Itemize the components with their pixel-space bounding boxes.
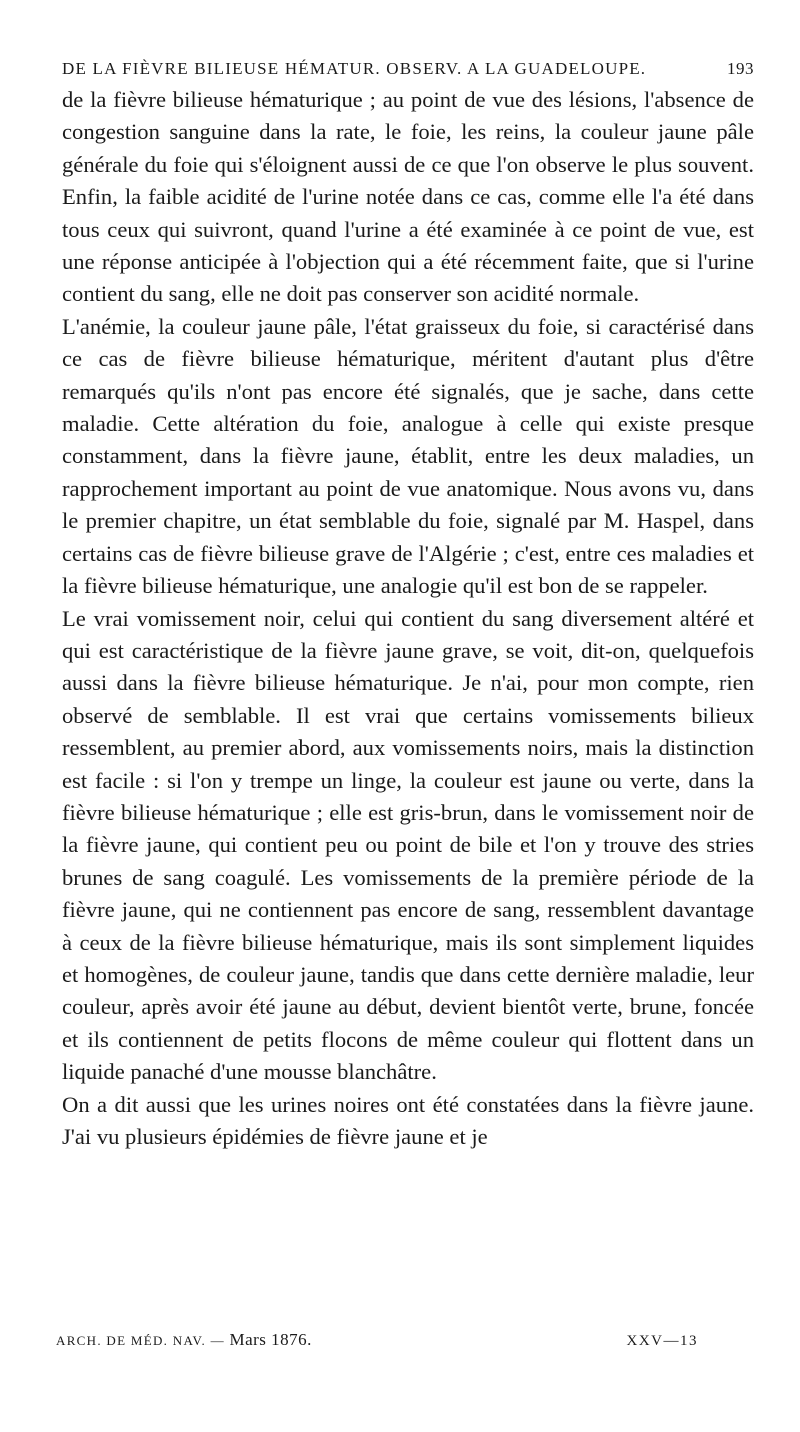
journal-name: ARCH. DE MÉD. NAV. —	[56, 1333, 225, 1348]
signature-mark: XXV—13	[626, 1333, 698, 1349]
paragraph-2: L'anémie, la couleur jaune pâle, l'état graisseux du foie, si caractérisé dans ce cas de fièvre bilieuse hématurique, méritent d'autant plus d'être remarqués qu'ils n'ont pas encore été signalés, que je sache, dans cette maladie. Cette altération du foie, analogue à celle qui existe presque constamment, dans la fièvre jaune, établit, entre les deux maladies, un rapprochement important au point de vue anatomique. Nous avons vu, dans le premier chapitre, un état semblable du foie, signalé par M. Haspel, dans certains cas de fièvre bilieuse grave de l'Algérie ; c'est, entre ces maladies et la fièvre bilieuse hématurique, une analogie qu'il est bon de se rappeler.	[62, 313, 754, 599]
journal-reference	[56, 1330, 312, 1350]
body-text	[62, 84, 754, 1153]
paragraph-4: On a dit aussi que les urines noires ont été constatées dans la fièvre jaune. J'ai vu plusieurs épidémies de fièvre jaune et je	[62, 1091, 754, 1149]
document-page	[62, 58, 754, 1394]
page-number: 193	[727, 59, 754, 78]
issue-date: Mars 1876.	[229, 1330, 312, 1349]
running-title: DE LA FIÈVRE BILIEUSE HÉMATUR. OBSERV. A LA GUADELOUPE.	[62, 59, 647, 78]
paragraph-1: de la fièvre bilieuse hématurique ; au point de vue des lésions, l'absence de congestion sanguine dans la rate, le foie, les reins, la couleur jaune pâle générale du foie qui s'éloignent aussi de ce que l'on observe le plus souvent. Enfin, la faible acidité de l'urine notée dans ce cas, comme elle l'a été dans tous ceux qui suivront, quand l'urine a été examinée à ce point de vue, est une réponse anticipée à l'objection qui a été récemment faite, que si l'urine contient du sang, elle ne doit pas conserver son acidité normale.	[62, 87, 754, 307]
page-footer	[56, 1330, 698, 1350]
paragraph-3: Le vrai vomissement noir, celui qui contient du sang diversement altéré et qui est caractéristique de la fièvre jaune grave, se voit, dit-on, quelquefois aussi dans la fièvre bilieuse hématurique. Je n'ai, pour mon compte, rien observé de semblable. Il est vrai que certains vomissements bilieux ressemblent, au premier abord, aux vomissements noirs, mais la distinction est facile : si l'on y trempe un linge, la couleur est jaune ou verte, dans la fièvre bilieuse hématurique ; elle est gris-brun, dans le vomissement noir de la fièvre jaune, qui contient peu ou point de bile et l'on y trouve des stries brunes de sang coagulé. Les vomissements de la première période de la fièvre jaune, qui ne contiennent pas encore de sang, ressemblent davantage à ceux de la fièvre bilieuse hématurique, mais ils sont simplement liquides et homogènes, de couleur jaune, tandis que dans cette dernière maladie, leur couleur, après avoir été jaune au début, devient bientôt verte, brune, foncée et ils contiennent de petits flocons de même couleur qui flottent dans un liquide panaché d'une mousse blanchâtre.	[62, 605, 754, 1085]
running-head	[62, 58, 754, 84]
